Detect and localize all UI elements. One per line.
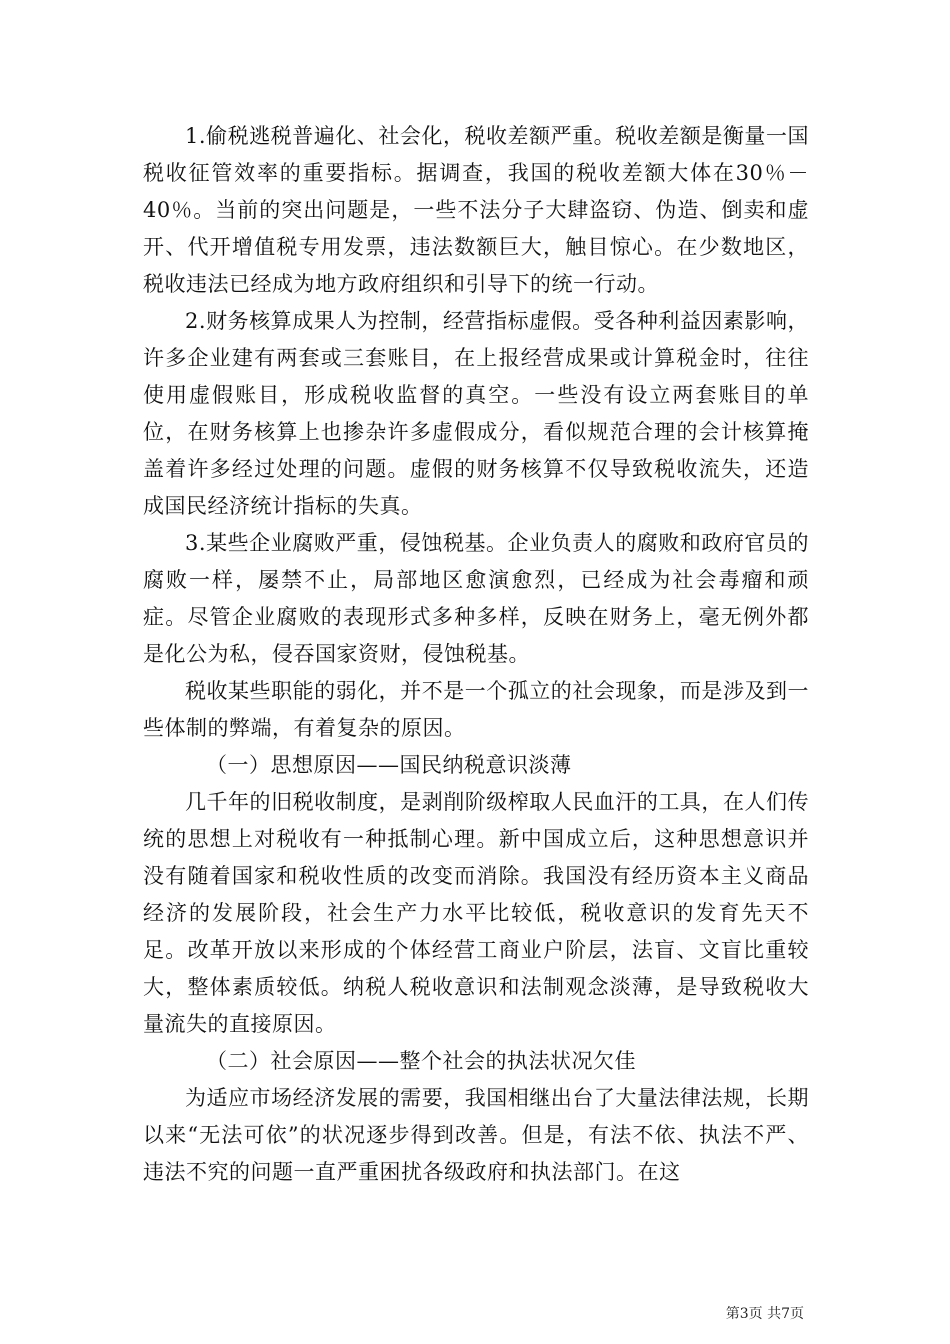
document-body: [143, 118, 809, 1191]
paragraph-tax-evasion: 1.偷税逃税普遍化、社会化，税收差额严重。税收差额是衡量一国税收征管效率的重要指标。据调查，我国的税收差额大体在30％－40％。当前的突出问题是，一些不法分子大肆盗窃、伪造、倒卖和虚开、代开增值税专用发票，违法数额巨大，触目惊心。在少数地区，税收违法已经成为地方政府组织和引导下的统一行动。: [143, 124, 809, 296]
paragraph-ideological-reasons: 几千年的旧税收制度，是剥削阶级榨取人民血汗的工具，在人们传统的思想上对税收有一种抵制心理。新中国成立后，这种思想意识并没有随着国家和税收性质的改变而消除。我国没有经历资本主义商品经济的发展阶段，社会生产力水平比较低，税收意识的发育先天不足。改革开放以来形成的个体经营工商业户阶层，法盲、文盲比重较大，整体素质较低。纳税人税收意识和法制观念淡薄，是导致税收大量流失的直接原因。: [143, 790, 809, 1036]
paragraph-social-reasons: 为适应市场经济发展的需要，我国相继出台了大量法律法规，长期以来“无法可依”的状况逐步得到改善。但是，有法不依、执法不严、违法不究的问题一直严重困扰各级政府和执法部门。在这: [143, 1086, 809, 1184]
paragraph-enterprise-corruption: 3.某些企业腐败严重，侵蚀税基。企业负责人的腐败和政府官员的腐败一样，屡禁不止，局部地区愈演愈烈，已经成为社会毒瘤和顽症。尽管企业腐败的表现形式多种多样，反映在财务上，毫无例外都是化公为私，侵吞国家资财，侵蚀税基。: [143, 531, 809, 666]
section-heading-social: （二）社会原因——整个社会的执法状况欠佳: [206, 1049, 636, 1073]
paragraph-causes-intro: 税收某些职能的弱化，并不是一个孤立的社会现象，而是涉及到一些体制的弊端，有着复杂的原因。: [143, 679, 809, 740]
section-heading-ideological: （一）思想原因——国民纳税意识淡薄: [206, 753, 572, 777]
page-number-footer: 第3页 共7页: [725, 1306, 804, 1322]
paragraph-financial-accounting: 2.财务核算成果人为控制，经营指标虚假。受各种利益因素影响，许多企业建有两套或三套账目，在上报经营成果或计算税金时，往往使用虚假账目，形成税收监督的真空。一些没有设立两套账目的单位，在财务核算上也掺杂许多虚假成分，看似规范合理的会计核算掩盖着许多经过处理的问题。虚假的财务核算不仅导致税收流失，还造成国民经济统计指标的失真。: [143, 309, 809, 518]
